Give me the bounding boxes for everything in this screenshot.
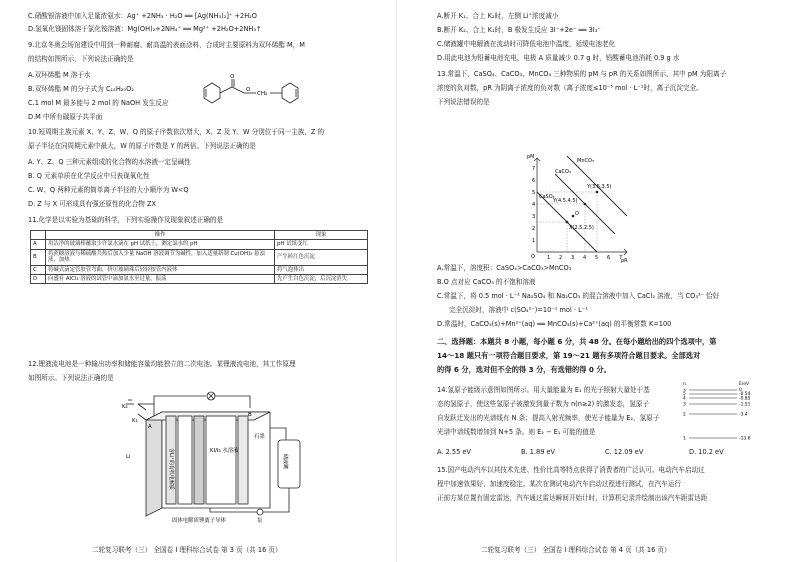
x-tick-label: 1 xyxy=(547,255,551,261)
section2-heading-line3: 的得 6 分，选对但不全的得 3 分，有选错的得 0 分。 xyxy=(437,365,611,374)
q12-stem-line1: 12.锂液流电池是一种输出功率和储能容量均能独立的二次电池。某锂液流电池，其工作原理 xyxy=(28,360,296,368)
row-phenomenon: 产生砖红色沉淀 xyxy=(275,249,368,265)
q15-stem-line2: 程中加速效果好，加速度稳定。某次在测试电动汽车启动过程进行测试，在汽车运行 xyxy=(437,480,681,488)
level-e-label: -0.54 xyxy=(739,392,751,397)
row-label: A xyxy=(31,240,46,249)
q12-option-c: C.储液罐中电解液在流动时可降低电池中温度，延缓电池老化 xyxy=(437,40,616,48)
organic-electrolyte-label: 含Li⁺的有机电解质 xyxy=(168,448,174,490)
q10-stem-line2: 原子半径在同周期元素中最大，W 的原子序数是 Y 的两倍。下列说法正确的是 xyxy=(28,142,256,150)
page-3-footer: 二轮复习联考（三） 全国卷 Ⅰ 理科综合试卷 第 3 页（共 16 页） xyxy=(92,546,282,554)
q14-option-a: A. 2.55 eV xyxy=(437,448,471,456)
q9-option-d: D.M 中所有碳原子共平面 xyxy=(28,113,103,121)
point-o xyxy=(572,215,575,218)
point-y-3.5 xyxy=(584,203,587,206)
level-n-label: 5 xyxy=(683,392,686,397)
mnco3-series-label: MnCO₃ xyxy=(577,158,594,164)
level-e-label: -13.6 xyxy=(739,436,751,442)
row-phenomenon: 先产生白色沉淀，后沉淀消失 xyxy=(275,275,368,284)
q9-ester-o-label: O xyxy=(246,87,251,93)
y-tick-label: 5 xyxy=(532,190,536,196)
x-tick-label: 7 xyxy=(619,255,623,261)
row-label: C xyxy=(31,265,46,274)
q12-battery-diagram xyxy=(110,388,340,528)
point-o-label: O xyxy=(575,211,579,217)
q10-option-c: C. W、Q 两种元素的简单离子半径的大小顺序为 W<Q xyxy=(28,186,189,194)
q10-option-d: D. Z 与 X 可形成具有强还原性的化合物 ZX xyxy=(28,200,157,208)
row-operation: 将蔗糖溶液与稀硫酸共热后加入少量 NaOH 溶液调节为碱性，加入适量新制 Cu(OH)₂ 悬浊液，加热 xyxy=(46,249,275,265)
q9-option-a: A.双环烯酯 M 溶于水 xyxy=(28,71,91,79)
x-tick-label: 6 xyxy=(607,255,611,261)
table-header-row xyxy=(31,231,368,240)
row-operation: 将碱式滴定管胶管弯曲，挤压玻璃珠后轻轻按管内液体 xyxy=(46,265,275,274)
level-e-label: -0.85 xyxy=(739,396,751,402)
q11-stem: 11.化学是以实验为基础的科学，下列实验操作及现象叙述正确的是 xyxy=(28,216,224,224)
q14-option-b: B. 1.89 eV xyxy=(521,448,556,456)
q8-option-d: D.氢氧化镁固体溶于氯化铵溶液：Mg(OH)₂+2NH₄⁺ ══ Mg²⁺ +2H₂O+2NH₃↑ xyxy=(28,25,262,33)
col-operation: 操作 xyxy=(46,231,275,240)
y-axis-label: pM xyxy=(527,154,535,160)
table-row xyxy=(31,265,368,274)
q13-option-c-line2: 完全沉淀时，溶液中 c(SO₄²⁻)=10⁻¹ mol · L⁻¹ xyxy=(449,306,588,314)
q14-option-c: C. 12.09 eV xyxy=(605,448,644,456)
ki-solution-label: KI/I₃ 水溶液 xyxy=(210,448,239,454)
q12-option-a: A.断开 K₁、合上 K₂时，左侧 Li⁺浓度减小 xyxy=(437,12,559,20)
q13-option-d: D.常温时，CaCO₃(s)+Mn²⁺(aq) ══ MnCO₃(s)+Ca²⁺(aq) 的平衡常数 K=100 xyxy=(437,320,672,328)
q14-energy-level-diagram xyxy=(681,380,761,444)
level-n-label: 2 xyxy=(683,412,686,418)
q13-stem-line3: 下列说法错误的是 xyxy=(437,98,490,106)
x-tick-label: 2 xyxy=(559,255,563,261)
q8-option-c: C.硝酸银溶液中加入足量浓氨水：Ag⁺ +2NH₃ · H₂O ══ [Ag(NH₃)₂]⁺ +2H₂O xyxy=(28,12,258,20)
point-x-2.5-label: X(2.5,2.5) xyxy=(569,225,594,231)
page-4-footer: 二轮复习联考（三） 全国卷 Ⅰ 理科综合试卷 第 4 页（共 16 页） xyxy=(481,546,671,554)
section2-heading-line2: 14～18 题只有一项符合题目要求，第 19～21 题有多项符合题目要求。全部选对 xyxy=(437,351,701,360)
table-row xyxy=(31,275,368,284)
level-e-label: -3.4 xyxy=(739,412,748,418)
q10-option-a: A. Y、Z、Q 三种元素组成的化合物的水溶液一定呈碱性 xyxy=(28,158,191,166)
membrane-label: 固体电解质锂离子导体 xyxy=(172,518,226,524)
section2-heading-line1: 二、选择题：本题共 8 小题，每小题 6 分，共 48 分。在每小题给出的四个选项中，第 xyxy=(437,337,717,346)
y-tick-label: 7 xyxy=(532,166,536,172)
level-e-label: -1.51 xyxy=(739,402,751,408)
q14-stem-line1: 14.氢原子能级示意图如图所示。用大量能量为 E₁ 的光子照射大量处于基 xyxy=(437,386,650,394)
row-phenomenon: pH 试纸变红 xyxy=(275,240,368,249)
q9-option-c: C.1 mol M 最多能与 2 mol 的 NaOH 发生反应 xyxy=(28,99,169,107)
q9-structure-diagram xyxy=(192,72,362,120)
row-operation: 向盛有 AlCl₃ 溶液的试管中滴加氨水至过量，振荡 xyxy=(46,275,275,284)
x-tick-label: 4 xyxy=(583,255,587,261)
q13-pm-pr-chart xyxy=(525,154,635,266)
q15-stem-line1: 15.国产电动汽车以其技术先进、性价比高等特点获得了消费者的广泛认可。电动汽车启动过 xyxy=(437,466,705,474)
y-tick-label: 2 xyxy=(532,226,536,232)
row-operation: 用洁净的玻璃棒蘸取少许氯水滴在 pH 试纸上，测定氯水的 pH xyxy=(46,240,275,249)
q13-option-a: A.常温下，溶度积：CaSO₄>CaCO₃>MnCO₃ xyxy=(437,264,572,272)
q14-option-d: D. 10.2 eV xyxy=(689,448,724,456)
q14-stem-line2: 态的氢原子，使这些氢原子被激发到量子数为 n(n≥2) 的激发态，氢原子 xyxy=(437,400,650,408)
k1-switch-label: K₁ xyxy=(132,418,138,424)
y-tick-label: 4 xyxy=(532,202,536,208)
row-label: D xyxy=(31,275,46,284)
q12-option-d: D.用此电池为铅蓄电池充电，电极 A 质量减少 0.7 g 时，铅酸蓄电池消耗 0.9 g 水 xyxy=(437,54,680,62)
q12-stem-line2: 如图所示。下列说法正确的是 xyxy=(28,374,114,382)
chart-origin-label: O xyxy=(531,254,535,260)
row-phenomenon: 将气泡排出 xyxy=(275,265,368,274)
q10-option-b: B. Q 元素单质在化学反应中只表现氧化性 xyxy=(28,172,150,180)
row-label: B xyxy=(31,249,46,265)
table-row xyxy=(31,249,368,265)
x-tick-label: 5 xyxy=(595,255,599,261)
q9-stem-line1: 9.北京冬奥会场馆建设中用到一种耐腐、耐高温的表面涂料，合成时主要原料为双环烯酯 M，M xyxy=(28,41,305,49)
q13-stem-line2: 浓度的负对数，pR 为阴离子浓度的负对数（离子浓度≤10⁻⁵ mol · L⁻¹时，离子沉淀完全。 xyxy=(437,84,703,92)
q9-ch2-label: CH₂ xyxy=(257,91,268,97)
e-header: E/eV xyxy=(739,382,749,387)
q15-stem-line3: 正前方某位置有固定雷达，汽车通过雷达瞬间开始计时，计算机记录并绘制出该汽车距雷达距 xyxy=(437,494,708,502)
x-axis-label: pR xyxy=(621,258,628,264)
col-phenomenon: 现象 xyxy=(275,231,368,240)
q14-stem-line4: 光谱中谱线数增加到 N+5 条。则 E₂ − E₁ 可能的值是 xyxy=(437,428,596,436)
storage-tank-label: 储液罐 xyxy=(282,454,288,470)
level-n-label: 4 xyxy=(683,396,686,402)
n-header: n xyxy=(683,382,686,387)
q9-carbonyl-o-label: O xyxy=(230,74,235,80)
pump-label: 泵 xyxy=(257,518,263,524)
level-n-label: 1 xyxy=(683,436,686,442)
q9-option-b: B.双环烯酯 M 的分子式为 C₁₄H₂₀O₂ xyxy=(28,85,134,93)
q13-option-c-line1: C.常温下，将 0.5 mol · L⁻¹ Na₂SO₄ 和 Na₂CO₃ 的混合溶液中加入 CaCl₂ 溶液，当 CO₃²⁻ 恰好 xyxy=(437,292,720,300)
x-tick-label: 3 xyxy=(571,255,575,261)
q14-stem-line3: 自发跃迁发出的光谱线有 N 条；提高入射光频率，使光子能量为 E₂，氢原子 xyxy=(437,414,660,422)
point-y-4.5 xyxy=(596,191,599,194)
electrode-b-label: B xyxy=(248,412,252,418)
caso4-series-label: CaSO₄ xyxy=(539,194,555,200)
electrode-a-label: A xyxy=(148,424,152,430)
q9-stem-line2: 的结构如图所示，下列说法正确的是 xyxy=(28,55,134,63)
point-x-2.5 xyxy=(566,221,569,224)
caco3-series-label: CaCO₃ xyxy=(555,169,571,175)
y-tick-label: 6 xyxy=(532,178,536,184)
k2-switch-label: K₂ xyxy=(122,404,128,410)
point-y-3.5-label: Y(3.5,3.5) xyxy=(587,184,612,190)
q12-option-b: B.断开 K₂、合上 K₁时，B 极发生反应 3I⁻+2e⁻ ══ 3I₃⁻ xyxy=(437,26,601,34)
li-electrode-label: Li xyxy=(126,454,131,460)
point-y-4.5-label: Y(4.5,4.5) xyxy=(553,198,578,204)
level-e-label: 0 xyxy=(739,388,742,393)
q13-option-b: B.O 点对应 CaCO₃ 的不饱和溶液 xyxy=(437,278,536,286)
q13-stem-line1: 13.常温下，CaSO₄、CaCO₃、MnCO₃ 三种物质的 pM 与 pR 的关系如图所示，其中 pM 为阳离子 xyxy=(437,70,727,78)
table-row xyxy=(31,240,368,249)
graphite-label: 石墨 xyxy=(254,434,265,440)
y-tick-label: 1 xyxy=(532,238,536,244)
level-n-label: 3 xyxy=(683,402,686,408)
level-n-label: ∞ xyxy=(683,388,687,393)
q11-experiment-table xyxy=(30,230,368,284)
q10-stem-line1: 10.短周期主族元素 X、Y、Z、W、Q 的原子序数依次增大，X、Z 及 Y、W 分别位于同一主族，Z 的 xyxy=(28,128,325,136)
exam-page-4 xyxy=(397,0,794,562)
y-tick-label: 3 xyxy=(532,214,536,220)
